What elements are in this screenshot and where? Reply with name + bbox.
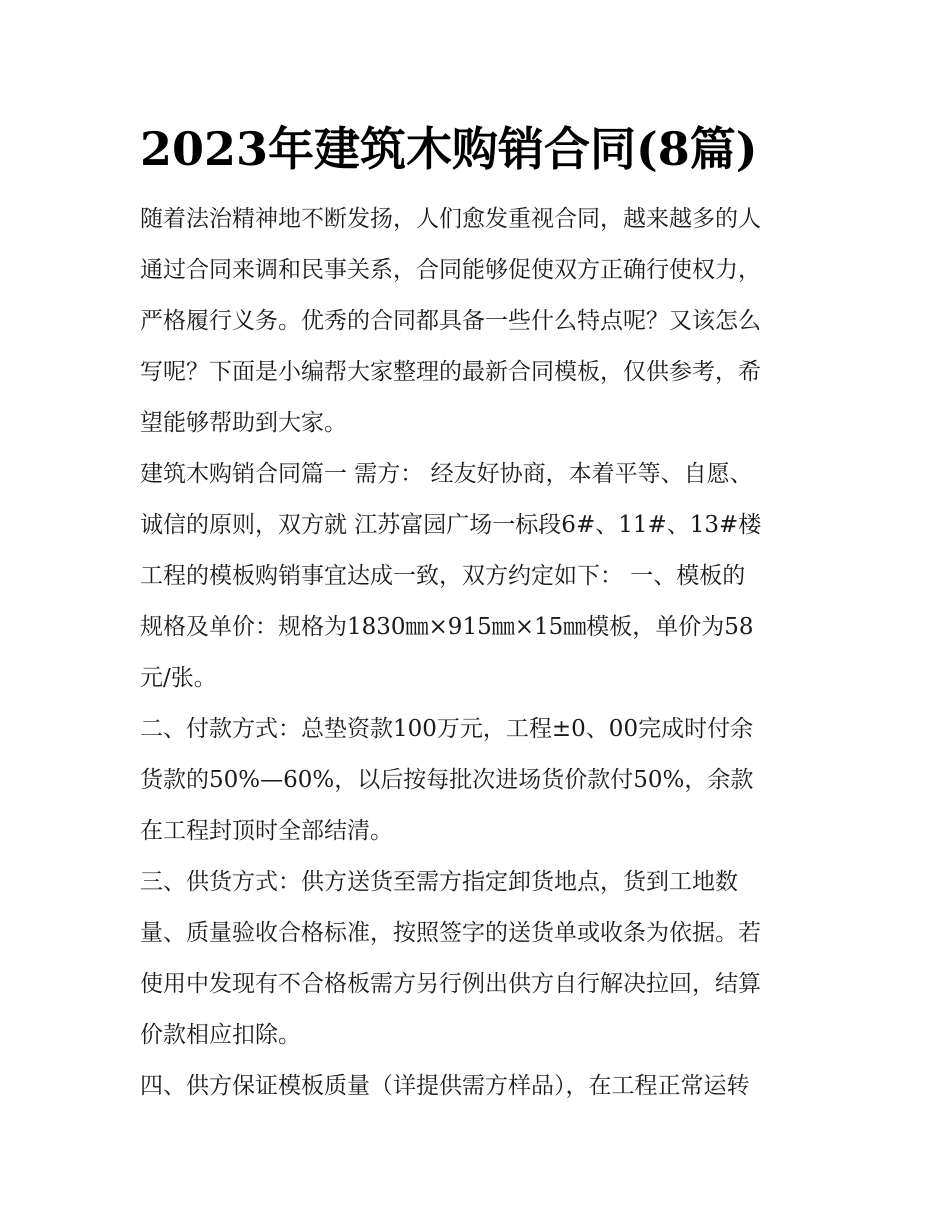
body-line: 价款相应扣除。 [140, 1022, 301, 1048]
body-line: 诚信的原则，双方就 江苏富园广场一标段6#、11#、13#楼 [140, 512, 762, 538]
body-line: 严格履行义务。优秀的合同都具备一些什么特点呢？又该怎么 [140, 308, 761, 334]
body-line: 元/张。 [140, 665, 217, 691]
body-line: 量、质量验收合格标准，按照签字的送货单或收条为依据。若 [140, 920, 761, 946]
body-line: 四、供方保证模板质量（详提供需方样品），在工程正常运转 [140, 1073, 750, 1099]
document-content [140, 118, 812, 1112]
body-line: 随着法治精神地不断发扬，人们愈发重视合同，越来越多的人 [140, 206, 761, 232]
body-line: 使用中发现有不合格板需方另行例出供方自行解决拉回，结算 [140, 971, 761, 997]
body-line: 二、付款方式：总垫资款100万元，工程±0、00完成时付余 [140, 716, 754, 742]
body-line: 通过合同来调和民事关系，合同能够促使双方正确行使权力， [140, 257, 761, 283]
body-line: 三、供货方式：供方送货至需方指定卸货地点，货到工地数 [140, 869, 738, 895]
body-line: 在工程封顶时全部结清。 [140, 818, 393, 844]
body-line: 建筑木购销合同篇一 需方： 经友好协商，本着平等、自愿、 [140, 461, 753, 487]
body-line: 工程的模板购销事宜达成一致，双方约定如下： 一、模板的 [140, 563, 746, 589]
document-title: 2023年建筑木购销合同(8篇) [140, 122, 758, 176]
body-line: 写呢？下面是小编帮大家整理的最新合同模板，仅供参考，希 [140, 359, 761, 385]
body-line: 望能够帮助到大家。 [140, 410, 347, 436]
document-body [140, 194, 812, 1112]
body-line: 规格及单价：规格为1830㎜×915㎜×15㎜模板，单价为58 [140, 614, 754, 640]
body-line: 货款的50%—60%，以后按每批次进场货价款付50%，余款 [140, 767, 754, 793]
